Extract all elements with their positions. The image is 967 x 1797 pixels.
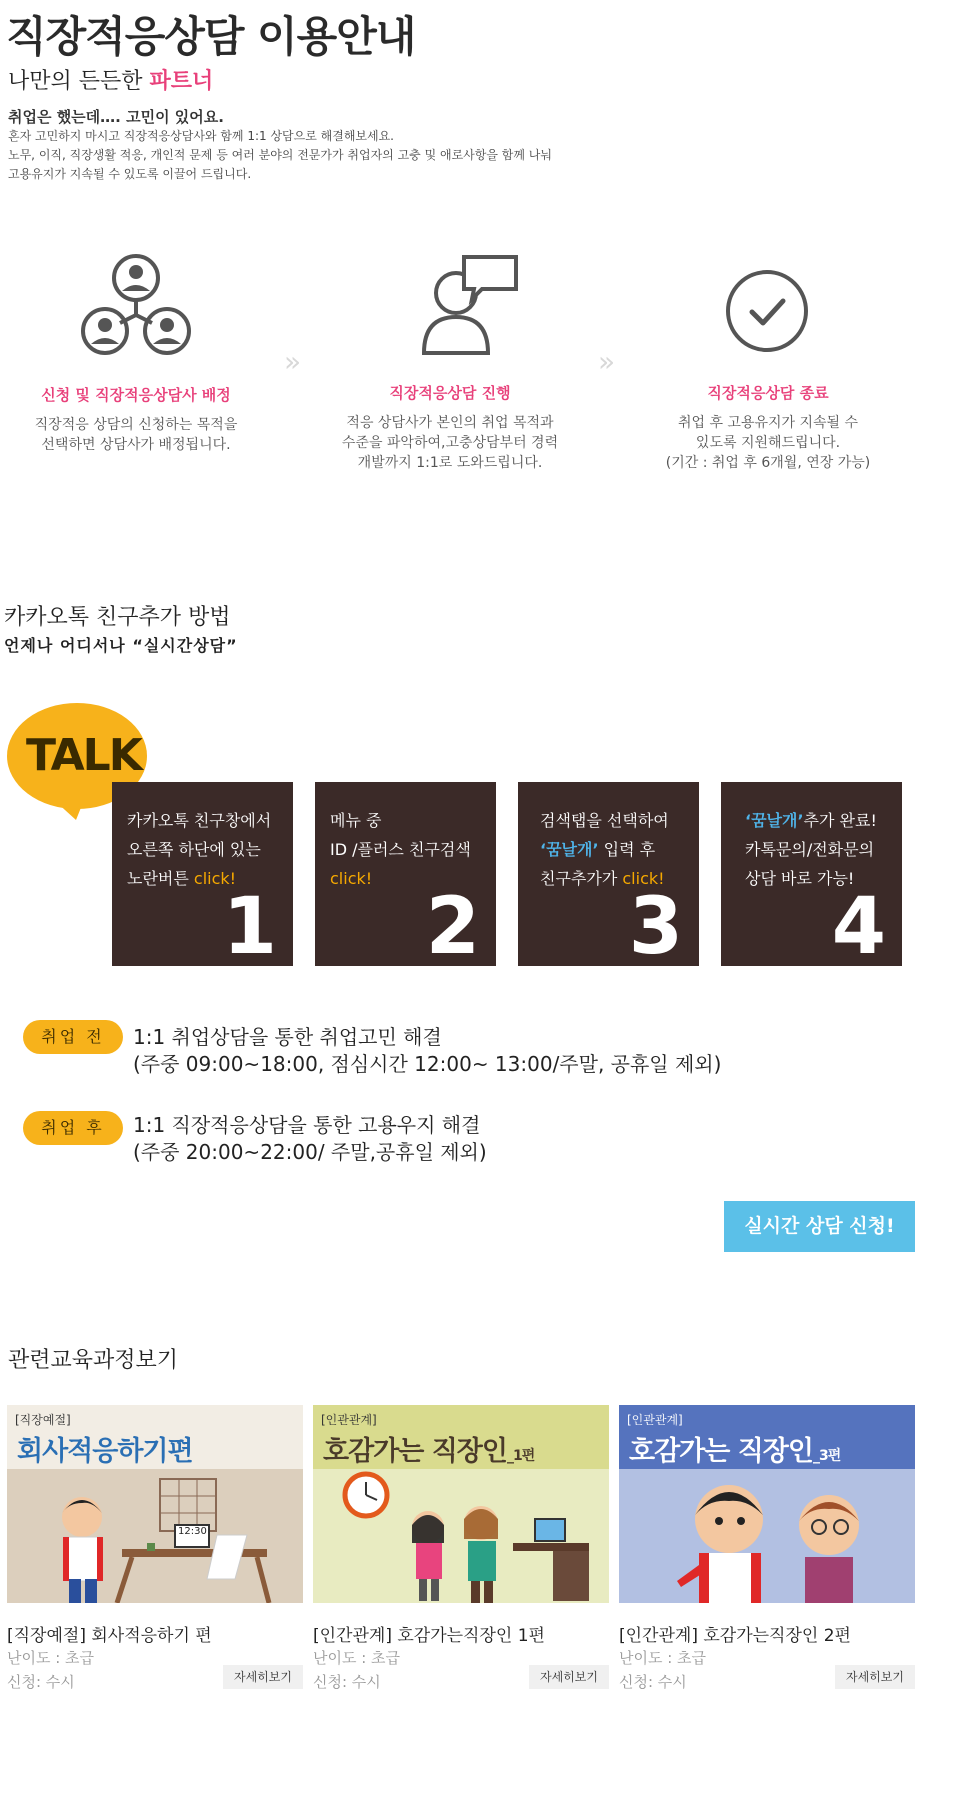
course-card[interactable] bbox=[619, 1405, 915, 1694]
kakao-section-subtitle: 언제나 어디서나 “실시간상담” bbox=[4, 636, 238, 655]
intro-line: 혼자 고민하지 마시고 직장적응상담사와 함께 1:1 상담으로 해결해보세요. bbox=[8, 129, 394, 143]
card-number: 3 bbox=[628, 882, 683, 972]
course-name[interactable]: [인간관계] 호감가는직장인 1편 bbox=[313, 1626, 545, 1646]
course-apply: 신청: 수시 bbox=[313, 1673, 381, 1691]
course-name[interactable]: [직장예절] 회사적응하기 편 bbox=[7, 1626, 212, 1646]
details-button[interactable]: 자세히보기 bbox=[835, 1665, 915, 1689]
step-title: 직장적응상담 종료 bbox=[707, 384, 829, 402]
step-desc: 직장적응 상담의 신청하는 목적을 선택하면 상담사가 배정됩니다. bbox=[34, 417, 238, 453]
kakao-step-card-1: 카카오톡 친구창에서 오른쪽 하단에 있는 노란버튼 click! 1 bbox=[112, 782, 293, 966]
page-title: 직장적응상담 이용안내 bbox=[6, 12, 416, 61]
intro-lead: 취업은 했는데…. 고민이 있어요. bbox=[8, 108, 224, 126]
course-thumbnail[interactable]: [직장예절] 회사적응하기편 12:30 bbox=[7, 1405, 303, 1603]
details-button[interactable]: 자세히보기 bbox=[529, 1665, 609, 1689]
check-circle-icon bbox=[724, 268, 810, 354]
step-3 bbox=[638, 382, 898, 473]
step-arrow-icon: » bbox=[284, 345, 294, 378]
kakao-step-card-3: 검색탭을 선택하여 ‘꿈날개’ 입력 후 친구추가가 click! 3 bbox=[518, 782, 699, 966]
course-level: 난이도 : 초급 bbox=[619, 1649, 707, 1667]
step-title: 신청 및 직장적응상담사 배정 bbox=[41, 386, 231, 404]
step-1 bbox=[6, 384, 266, 455]
page-subtitle: 나만의 든든한 파트너 bbox=[8, 69, 214, 94]
course-name[interactable]: [인간관계] 호감가는직장인 2편 bbox=[619, 1626, 851, 1646]
greeting-illustration bbox=[619, 1469, 915, 1603]
course-card[interactable] bbox=[7, 1405, 303, 1694]
card-number: 2 bbox=[425, 882, 480, 972]
people-network-icon bbox=[78, 253, 194, 363]
step-2 bbox=[320, 382, 580, 473]
person-chat-icon bbox=[420, 253, 520, 359]
course-level: 난이도 : 초급 bbox=[7, 1649, 95, 1667]
kakao-section-title: 카카오톡 친구추가 방법 bbox=[4, 605, 231, 630]
step-title: 직장적응상담 진행 bbox=[389, 384, 511, 402]
course-card[interactable] bbox=[313, 1405, 609, 1694]
step-desc: 적응 상담사가 본인의 취업 목적과 수준을 파악하여,고충상담부터 경력 개발까지 1:1로 도와드립니다. bbox=[341, 415, 559, 471]
intro-line: 고용유지가 지속될 수 있도록 이끌어 드립니다. bbox=[8, 167, 252, 181]
course-level: 난이도 : 초급 bbox=[313, 1649, 401, 1667]
coworkers-illustration bbox=[313, 1469, 609, 1603]
kakao-step-card-2: 메뉴 중 ID /플러스 친구검색 click! 2 bbox=[315, 782, 496, 966]
step-desc: 취업 후 고용유지가 지속될 수 있도록 지원해드립니다. (기간 : 취업 후 6개월, 연장 가능) bbox=[665, 415, 871, 471]
realtime-consult-button[interactable]: 실시간 상담 신청! bbox=[724, 1201, 915, 1252]
intro-line: 노무, 이직, 직장생활 적응, 개인적 문제 등 여러 분야의 전문가가 취업자의 고충 및 애로사항을 함께 나눠 bbox=[8, 148, 552, 162]
office-illustration bbox=[7, 1469, 303, 1603]
related-section-title: 관련교육과정보기 bbox=[8, 1348, 179, 1373]
details-button[interactable]: 자세히보기 bbox=[223, 1665, 303, 1689]
intro-text bbox=[8, 108, 552, 184]
course-apply: 신청: 수시 bbox=[7, 1673, 75, 1691]
schedule-badge: 취업 전 bbox=[23, 1020, 123, 1054]
kakao-step-card-4: ‘꿈날개’추가 완료! 카톡문의/전화문의 상담 바로 가능! 4 bbox=[721, 782, 902, 966]
talk-label: TALK bbox=[26, 730, 141, 781]
schedule-badge: 취업 후 bbox=[23, 1111, 123, 1145]
card-number: 1 bbox=[222, 882, 277, 972]
schedule-text: 1:1 직장적응상담을 통한 고용우지 해결 (주중 20:00~22:00/ 주말,공휴일 제외) bbox=[133, 1113, 487, 1164]
step-arrow-icon: » bbox=[598, 345, 608, 378]
clock-label: 12:30 bbox=[178, 1526, 207, 1537]
course-thumbnail[interactable]: [인관관계] 호감가는 직장인_1편 bbox=[313, 1405, 609, 1603]
course-thumbnail[interactable]: [인관관계] 호감가는 직장인_3편 bbox=[619, 1405, 915, 1603]
course-apply: 신청: 수시 bbox=[619, 1673, 687, 1691]
schedule-text: 1:1 취업상담을 통한 취업고민 해결 (주중 09:00~18:00, 점심시간 12:00~ 13:00/주말, 공휴일 제외) bbox=[133, 1025, 722, 1076]
card-number: 4 bbox=[831, 882, 886, 972]
